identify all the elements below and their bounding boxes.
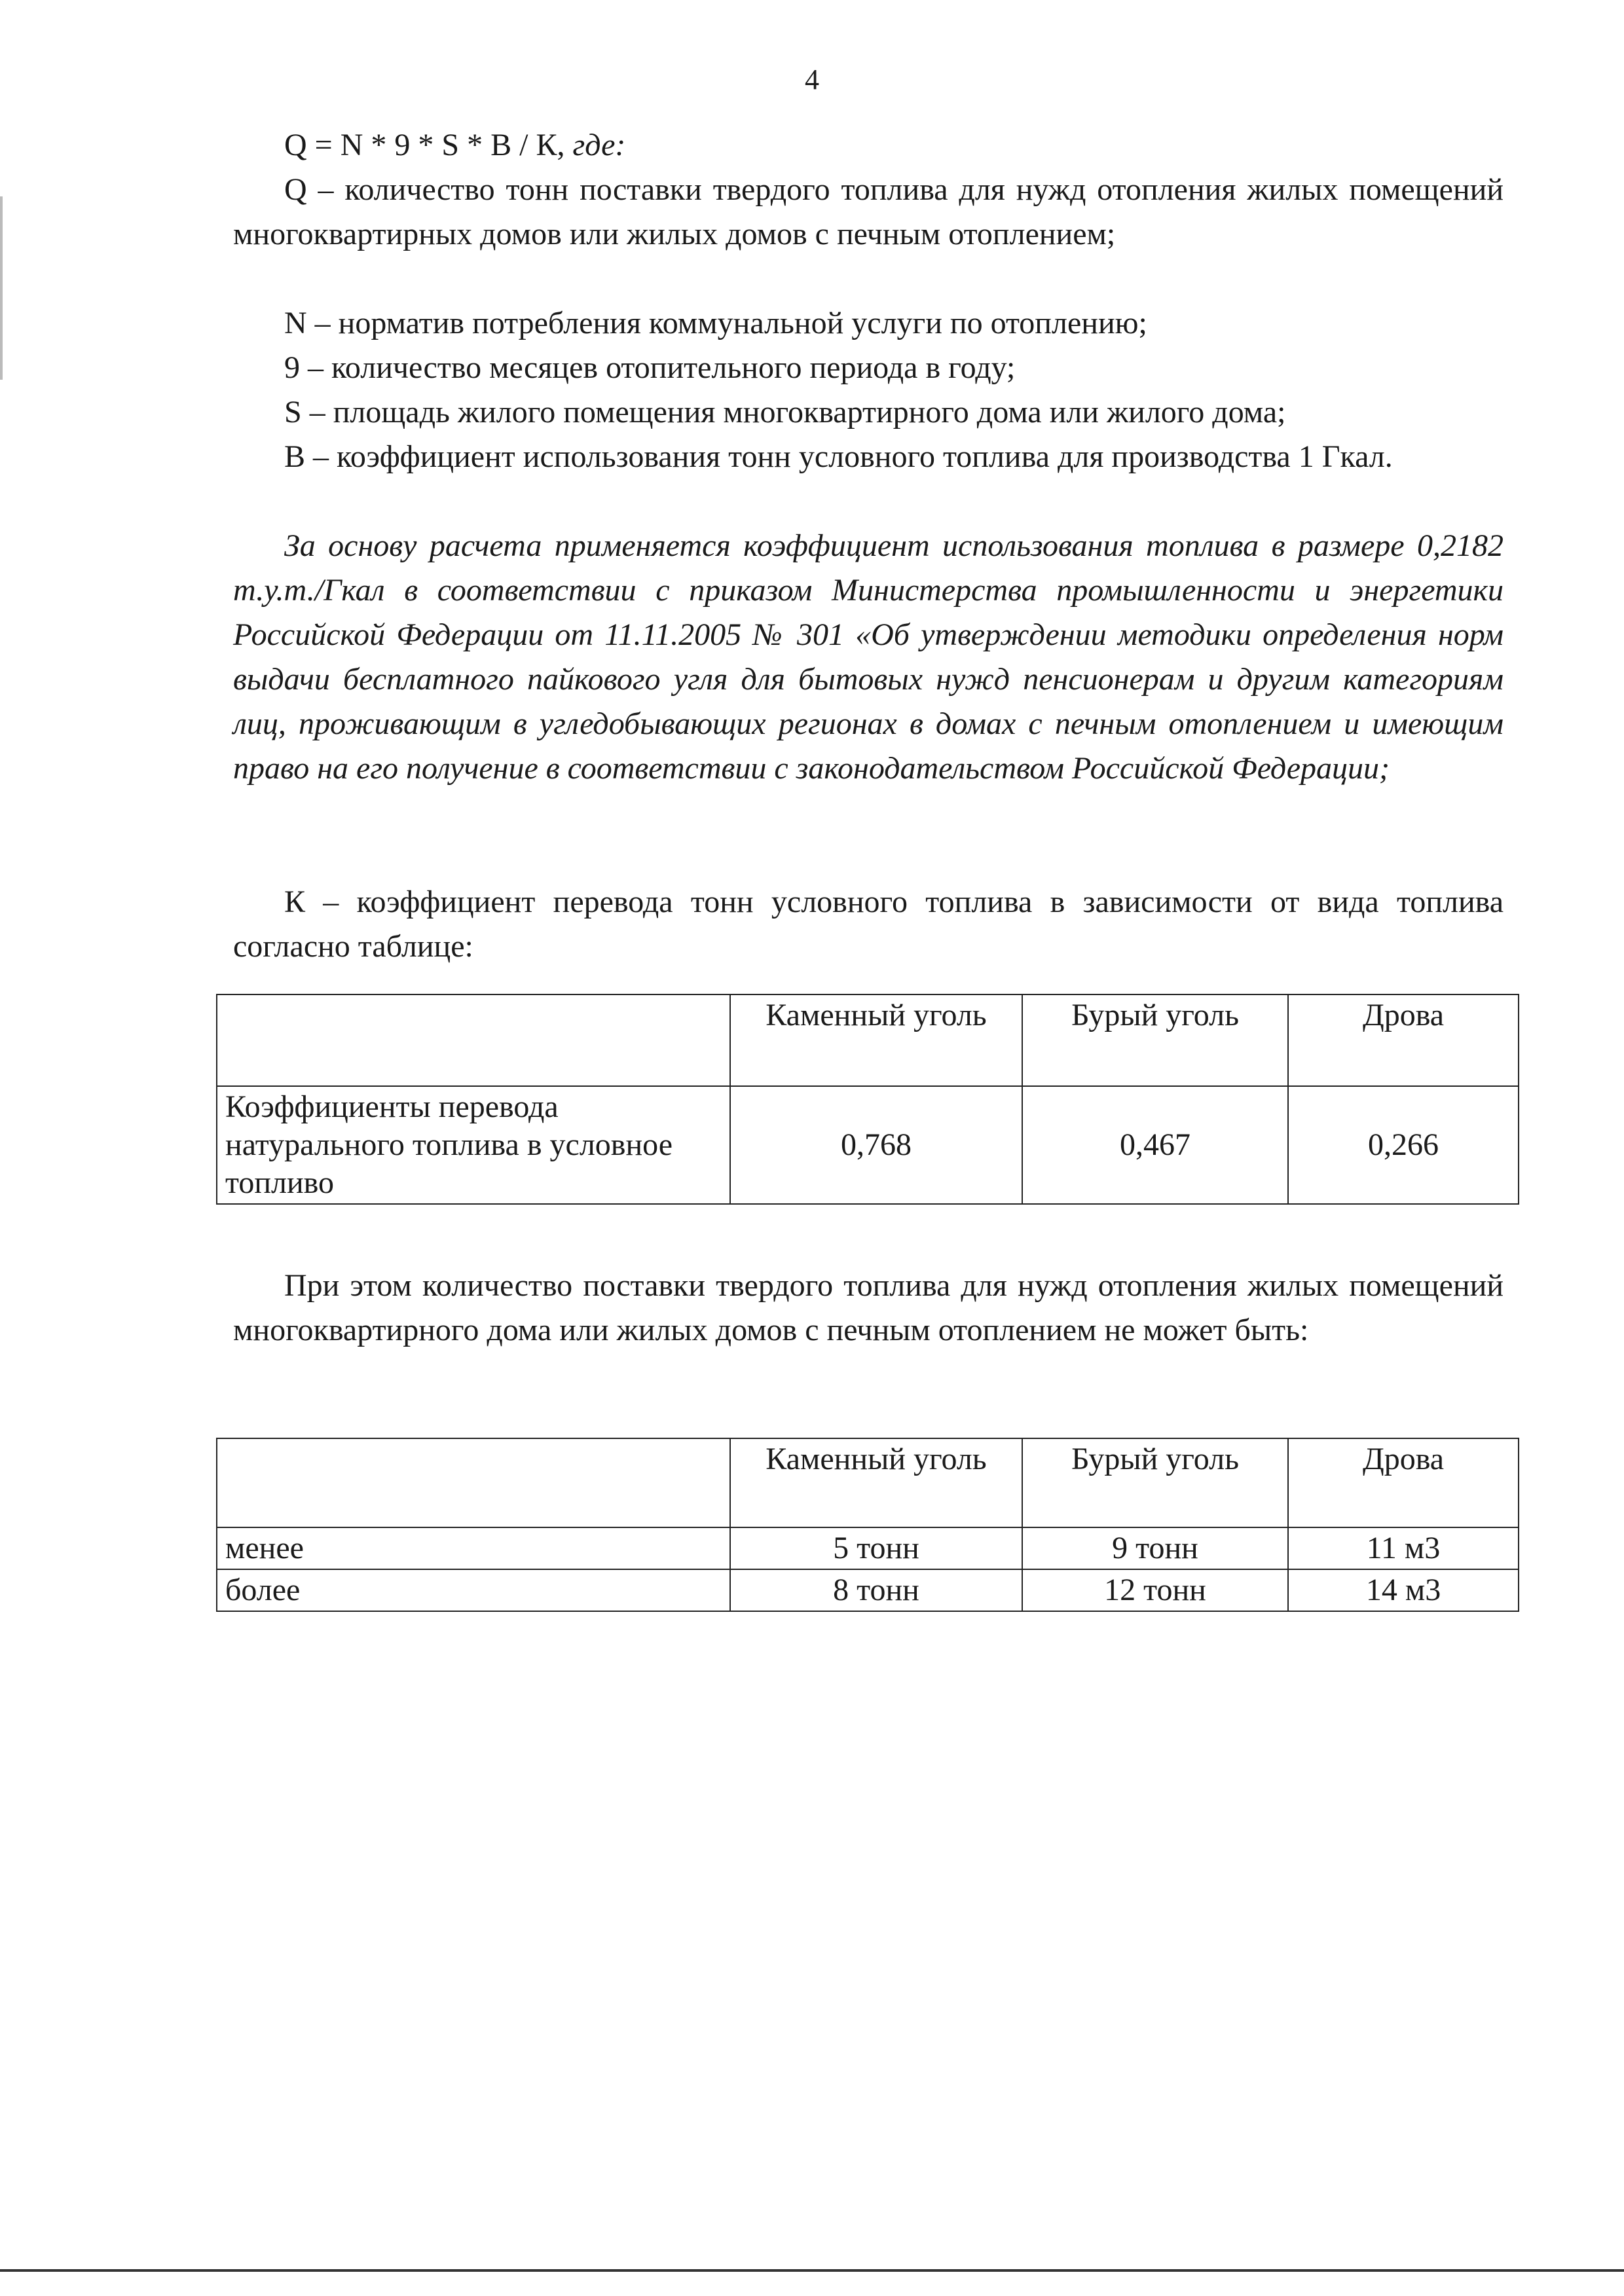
formula-where: где: (572, 128, 626, 162)
definition-q: Q – количество тонн поставки твердого топлива для нужд отопления жилых помещений многоквартирных домов или жилых домов с печным отоплением; (233, 172, 1504, 251)
conversion-coefficients-table (216, 994, 1519, 1205)
table-header-cell: Бурый уголь (1022, 994, 1288, 1086)
supply-limits-table (216, 1438, 1519, 1612)
definition-n: N – норматив потребления коммунальной услуги по отоплению; (284, 306, 1147, 340)
definition-s: S – площадь жилого помещения многоквартирного дома или жилого дома; (284, 395, 1286, 429)
definition-b: В – коэффициент использования тонн условного топлива для производства 1 Гкал. (284, 439, 1393, 474)
table-header-cell: Бурый уголь (1022, 1438, 1288, 1527)
table-cell: 0,768 (730, 1086, 1022, 1204)
row-label: Коэффициенты перевода натурального топлива в условное топливо (217, 1086, 730, 1204)
formula (284, 123, 1502, 168)
table-cell: 8 тонн (730, 1569, 1022, 1611)
table-cell: 0,266 (1288, 1086, 1519, 1204)
page-number: 4 (805, 64, 819, 96)
table-cell: 9 тонн (1022, 1527, 1288, 1569)
row-label: более (217, 1569, 730, 1611)
table-header-cell: Дрова (1288, 994, 1519, 1086)
table-header-cell (217, 994, 730, 1086)
table-header-row (217, 1438, 1519, 1527)
table-row (217, 1527, 1519, 1569)
row-label: менее (217, 1527, 730, 1569)
table-row (217, 1569, 1519, 1611)
table-header-row (217, 994, 1519, 1086)
formula-expression: Q = N * 9 * S * B / К, (284, 128, 573, 162)
table-row (217, 1086, 1519, 1204)
calculation-basis-paragraph: За основу расчета применяется коэффициент использования топлива в размере 0,2182 т.у.т./Гкал в соответствии с приказом Министерства промышленности и энергетики Российской Федерации от 11.11.2005 № 301 «Об утверждении методики определения норм выдачи бесплатного пайкового угля для бытовых нужд пенсионерам и другим категориям лиц, проживающим в угледобывающих регионах в домах с печным отоплением и имеющим право на его получение в соответствии с законодательством Российской Федерации; (233, 528, 1504, 786)
table-cell: 5 тонн (730, 1527, 1022, 1569)
table-cell: 12 тонн (1022, 1569, 1288, 1611)
table-header-cell: Каменный уголь (730, 994, 1022, 1086)
table-cell: 14 м3 (1288, 1569, 1519, 1611)
limit-paragraph: При этом количество поставки твердого топлива для нужд отопления жилых помещений многоквартирного дома или жилых домов с печным отоплением не может быть: (233, 1268, 1504, 1347)
table-header-cell: Дрова (1288, 1438, 1519, 1527)
definition-nine: 9 – количество месяцев отопительного периода в году; (284, 350, 1016, 385)
page-bottom-edge (0, 2269, 1624, 2272)
scan-edge-mark (0, 196, 3, 380)
table-cell: 0,467 (1022, 1086, 1288, 1204)
table-cell: 11 м3 (1288, 1527, 1519, 1569)
table-header-cell (217, 1438, 730, 1527)
definition-k: К – коэффициент перевода тонн условного топлива в зависимости от вида топлива согласно таблице: (233, 884, 1504, 964)
table-header-cell: Каменный уголь (730, 1438, 1022, 1527)
